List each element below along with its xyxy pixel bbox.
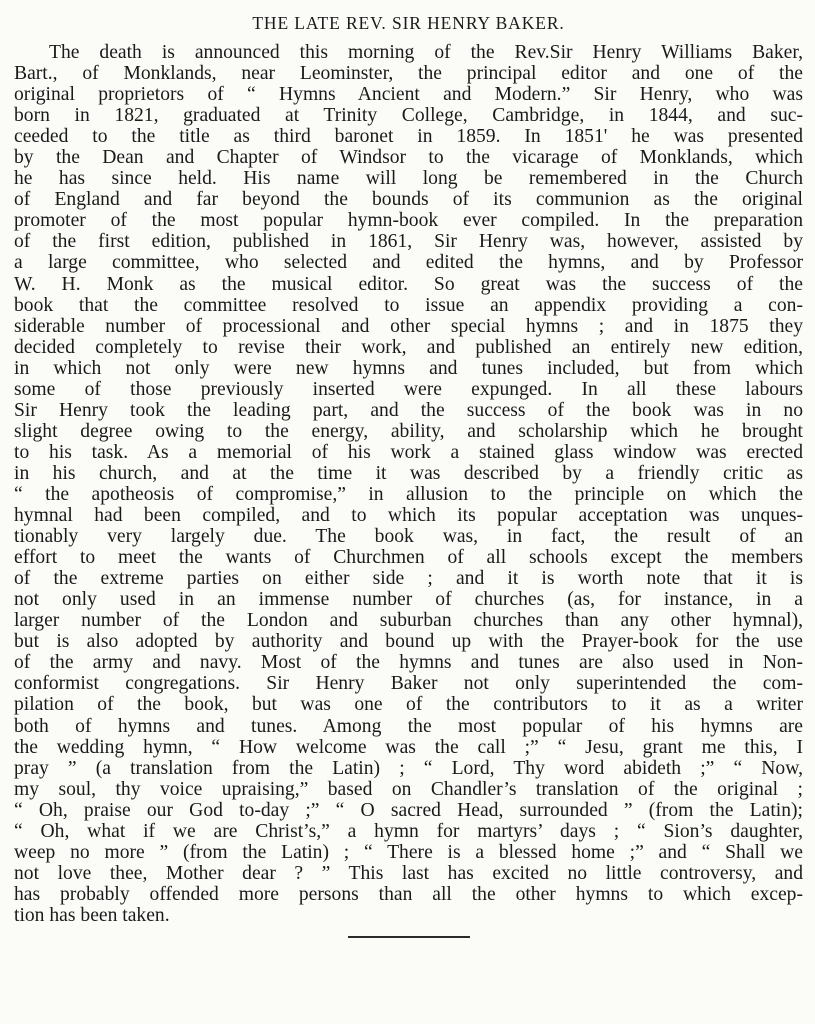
article-line: siderable number of processional and other special hymns ; and in 1875 they (14, 315, 803, 337)
article-line: my soul, thy voice upraising,” based on Chandler’s translation of the original ; (14, 778, 803, 800)
article-line: both of hymns and tunes. Among the most popular of his hymns are (14, 715, 803, 737)
article-line: slight degree owing to the energy, ability, and scholarship which he brought (14, 420, 803, 442)
article-body (14, 42, 803, 926)
article-line: has probably offended more persons than all the other hymns to which excep- (14, 883, 803, 905)
article-line: the wedding hymn, “ How welcome was the call ;” “ Jesu, grant me this, I (14, 736, 803, 758)
article-line: to his task. As a memorial of his work a stained glass window was erected (14, 441, 803, 463)
article-line: by the Dean and Chapter of Windsor to the vicarage of Monklands, which (14, 147, 803, 169)
article-line: conformist congregations. Sir Henry Baker not only superintended the com- (14, 673, 803, 695)
article-line: in which not only were new hymns and tunes included, but from which (14, 357, 803, 379)
article-line: “ Oh, praise our God to-day ;” “ O sacred Head, surrounded ” (from the Latin); (14, 799, 803, 821)
article-line: hymnal had been compiled, and to which its popular acceptation was unques- (14, 505, 803, 527)
article-line: W. H. Monk as the musical editor. So great was the success of the (14, 273, 803, 295)
article-line: weep no more ” (from the Latin) ; “ There is a blessed home ;” and “ Shall we (14, 841, 803, 863)
article-line: of the army and navy. Most of the hymns and tunes are also used in Non- (14, 652, 803, 674)
article-line: pilation of the book, but was one of the contributors to it as a writer (14, 694, 803, 716)
article-line: but is also adopted by authority and bound up with the Prayer-book for the use (14, 631, 803, 653)
article-line: book that the committee resolved to issue an appendix providing a con- (14, 294, 803, 316)
article-line: in his church, and at the time it was described by a friendly critic as (14, 462, 803, 484)
article-line: not love thee, Mother dear ? ” This last has excited no little controversy, and (14, 862, 803, 884)
article-headline: THE LATE REV. SIR HENRY BAKER. (252, 13, 565, 33)
article-line: tionably very largely due. The book was, in fact, the result of an (14, 526, 803, 548)
article-line: pray ” (a translation from the Latin) ; “ Lord, Thy word abideth ;” “ Now, (14, 757, 803, 779)
article-line: of England and far beyond the bounds of its communion as the original (14, 189, 803, 211)
article-line: “ the apotheosis of compromise,” in allusion to the principle on which the (14, 483, 803, 505)
article-line: tion has been taken. (14, 904, 170, 926)
article-line: decided completely to revise their work, and published an entirely new edition, (14, 336, 803, 358)
article-line: Bart., of Monklands, near Leominster, the principal editor and one of the (14, 63, 803, 85)
article-line: a large committee, who selected and edited the hymns, and by Professor (14, 252, 803, 274)
article-line: larger number of the London and suburban churches than any other hymnal), (14, 610, 803, 632)
article-line: not only used in an immense number of churches (as, for instance, in a (14, 589, 803, 611)
article-line: of the extreme parties on either side ; and it is worth note that it is (14, 568, 803, 590)
article-line: he has since held. His name will long be remembered in the Church (14, 168, 803, 190)
article-line: of the first edition, published in 1861, Sir Henry was, however, assisted by (14, 231, 803, 253)
article-line: Sir Henry took the leading part, and the success of the book was in no (14, 399, 803, 421)
article-line: The death is announced this morning of the Rev.Sir Henry Williams Baker, (49, 42, 803, 63)
article-line: “ Oh, what if we are Christ’s,” a hymn for martyrs’ days ; “ Sion’s daughter, (14, 820, 803, 842)
article-line: born in 1821, graduated at Trinity College, Cambridge, in 1844, and suc- (14, 105, 803, 127)
closing-rule (348, 936, 470, 938)
article-line: ceeded to the title as third baronet in 1859. In 1851' he was presented (14, 126, 803, 148)
article-line: effort to meet the wants of Churchmen of all schools except the members (14, 547, 803, 569)
article-line: promoter of the most popular hymn-book ever compiled. In the preparation (14, 210, 803, 232)
article-line: original proprietors of “ Hymns Ancient and Modern.” Sir Henry, who was (14, 84, 803, 106)
article-line: some of those previously inserted were expunged. In all these labours (14, 378, 803, 400)
